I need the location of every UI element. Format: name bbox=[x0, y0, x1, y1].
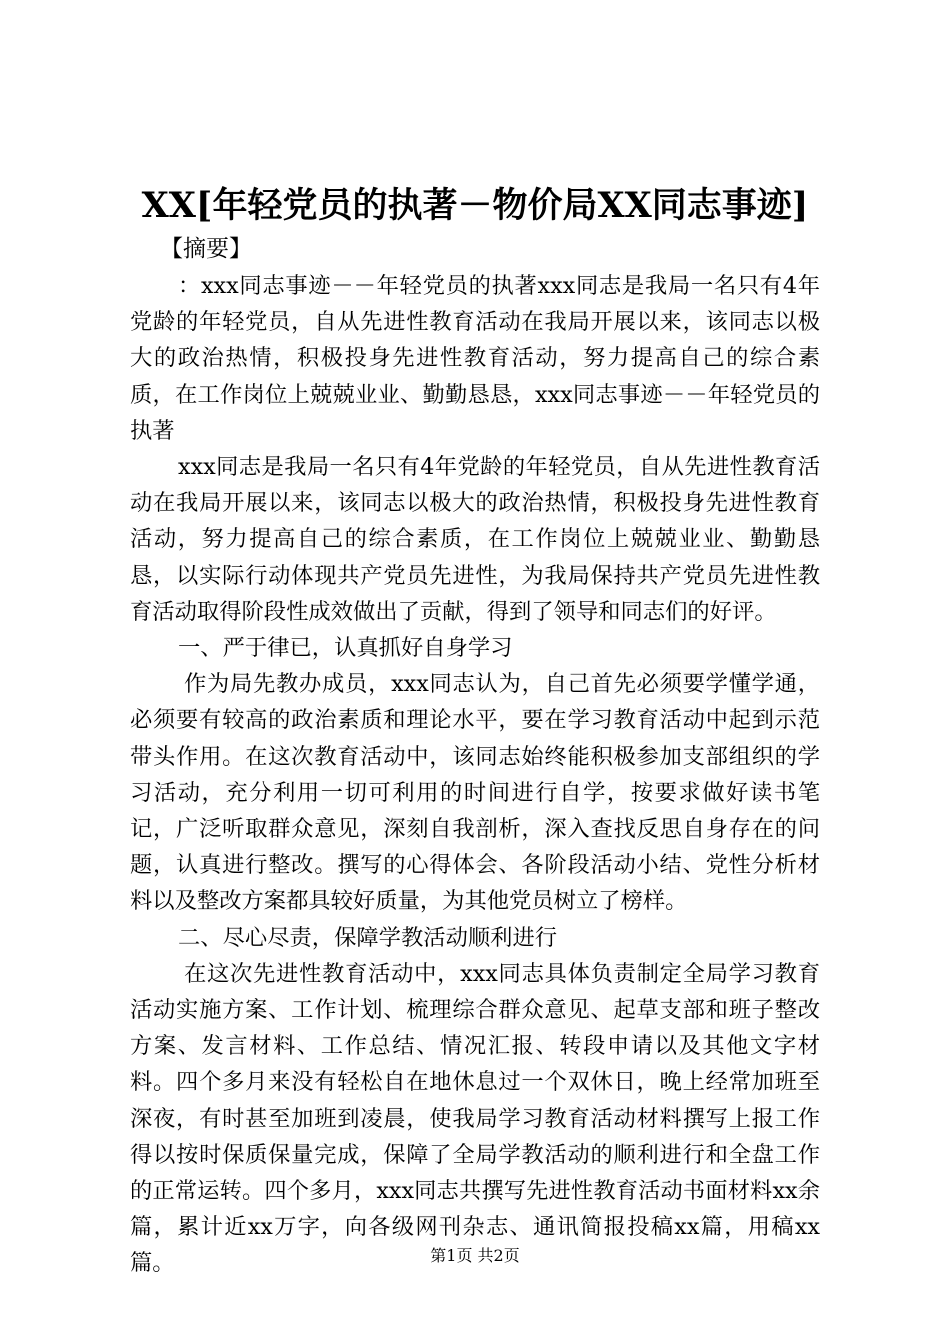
abstract-label: 【摘要】 bbox=[160, 236, 252, 262]
paragraph-section-2: 在这次先进性教育活动中，xxx同志具体负责制定全局学习教育活动实施方案、工作计划、梳理综合群众意见、起草支部和班子整改方案、发言材料、工作总结、情况汇报、转段申请以及其他文字材料。四个多月来没有轻松自在地休息过一个双休日，晚上经常加班至深夜，有时甚至加班到凌晨，使我局学习教育活动材料撰写上报工作得以按时保质保量完成，保障了全局学教活动的顺利进行和全盘工作的正常运转。四个多月，xxx同志共撰写先进性教育活动书面材料xx余篇，累计近xx万字，向各级网刊杂志、通讯简报投稿xx篇，用稿xx篇。 bbox=[130, 960, 820, 1277]
section-heading-1: 一、严于律已，认真抓好自身学习 bbox=[178, 635, 513, 662]
paragraph-intro: xxx同志是我局一名只有4年党龄的年轻党员，自从先进性教育活动在我局开展以来，该同志以极大的政治热情，积极投身先进性教育活动，努力提高自己的综合素质，在工作岗位上兢兢业业、勤勤恳恳，以实际行动体现共产党员先进性，为我局保持共产党员先进性教育活动取得阶段性成效做出了贡献，得到了领导和同志们的好评。 bbox=[130, 454, 820, 625]
document-body bbox=[130, 268, 820, 1282]
paragraph-abstract: ：xxx同志事迹－－年轻党员的执著xxx同志是我局一名只有4年党龄的年轻党员，自从先进性教育活动在我局开展以来，该同志以极大的政治热情，积极投身先进性教育活动，努力提高自己的综合素质，在工作岗位上兢兢业业、勤勤恳恳，xxx同志事迹－－年轻党员的执著 bbox=[130, 273, 820, 444]
page-footer: 第1页 共2页 bbox=[430, 1246, 520, 1265]
document-title: XX[年轻党员的执著－物价局XX同志事迹] bbox=[141, 185, 809, 226]
section-heading-2: 二、尽心尽责，保障学教活动顺利进行 bbox=[178, 924, 558, 951]
paragraph-section-1: 作为局先教办成员，xxx同志认为，自己首先必须要学懂学通，必须要有较高的政治素质和理论水平，要在学习教育活动中起到示范带头作用。在这次教育活动中，该同志始终能积极参加支部组织的学习活动，充分利用一切可利用的时间进行自学，按要求做好读书笔记，广泛听取群众意见，深刻自我剖析，深入查找反思自身存在的问题，认真进行整改。撰写的心得体会、各阶段活动小结、党性分析材料以及整改方案都具较好质量，为其他党员树立了榜样。 bbox=[130, 671, 820, 915]
